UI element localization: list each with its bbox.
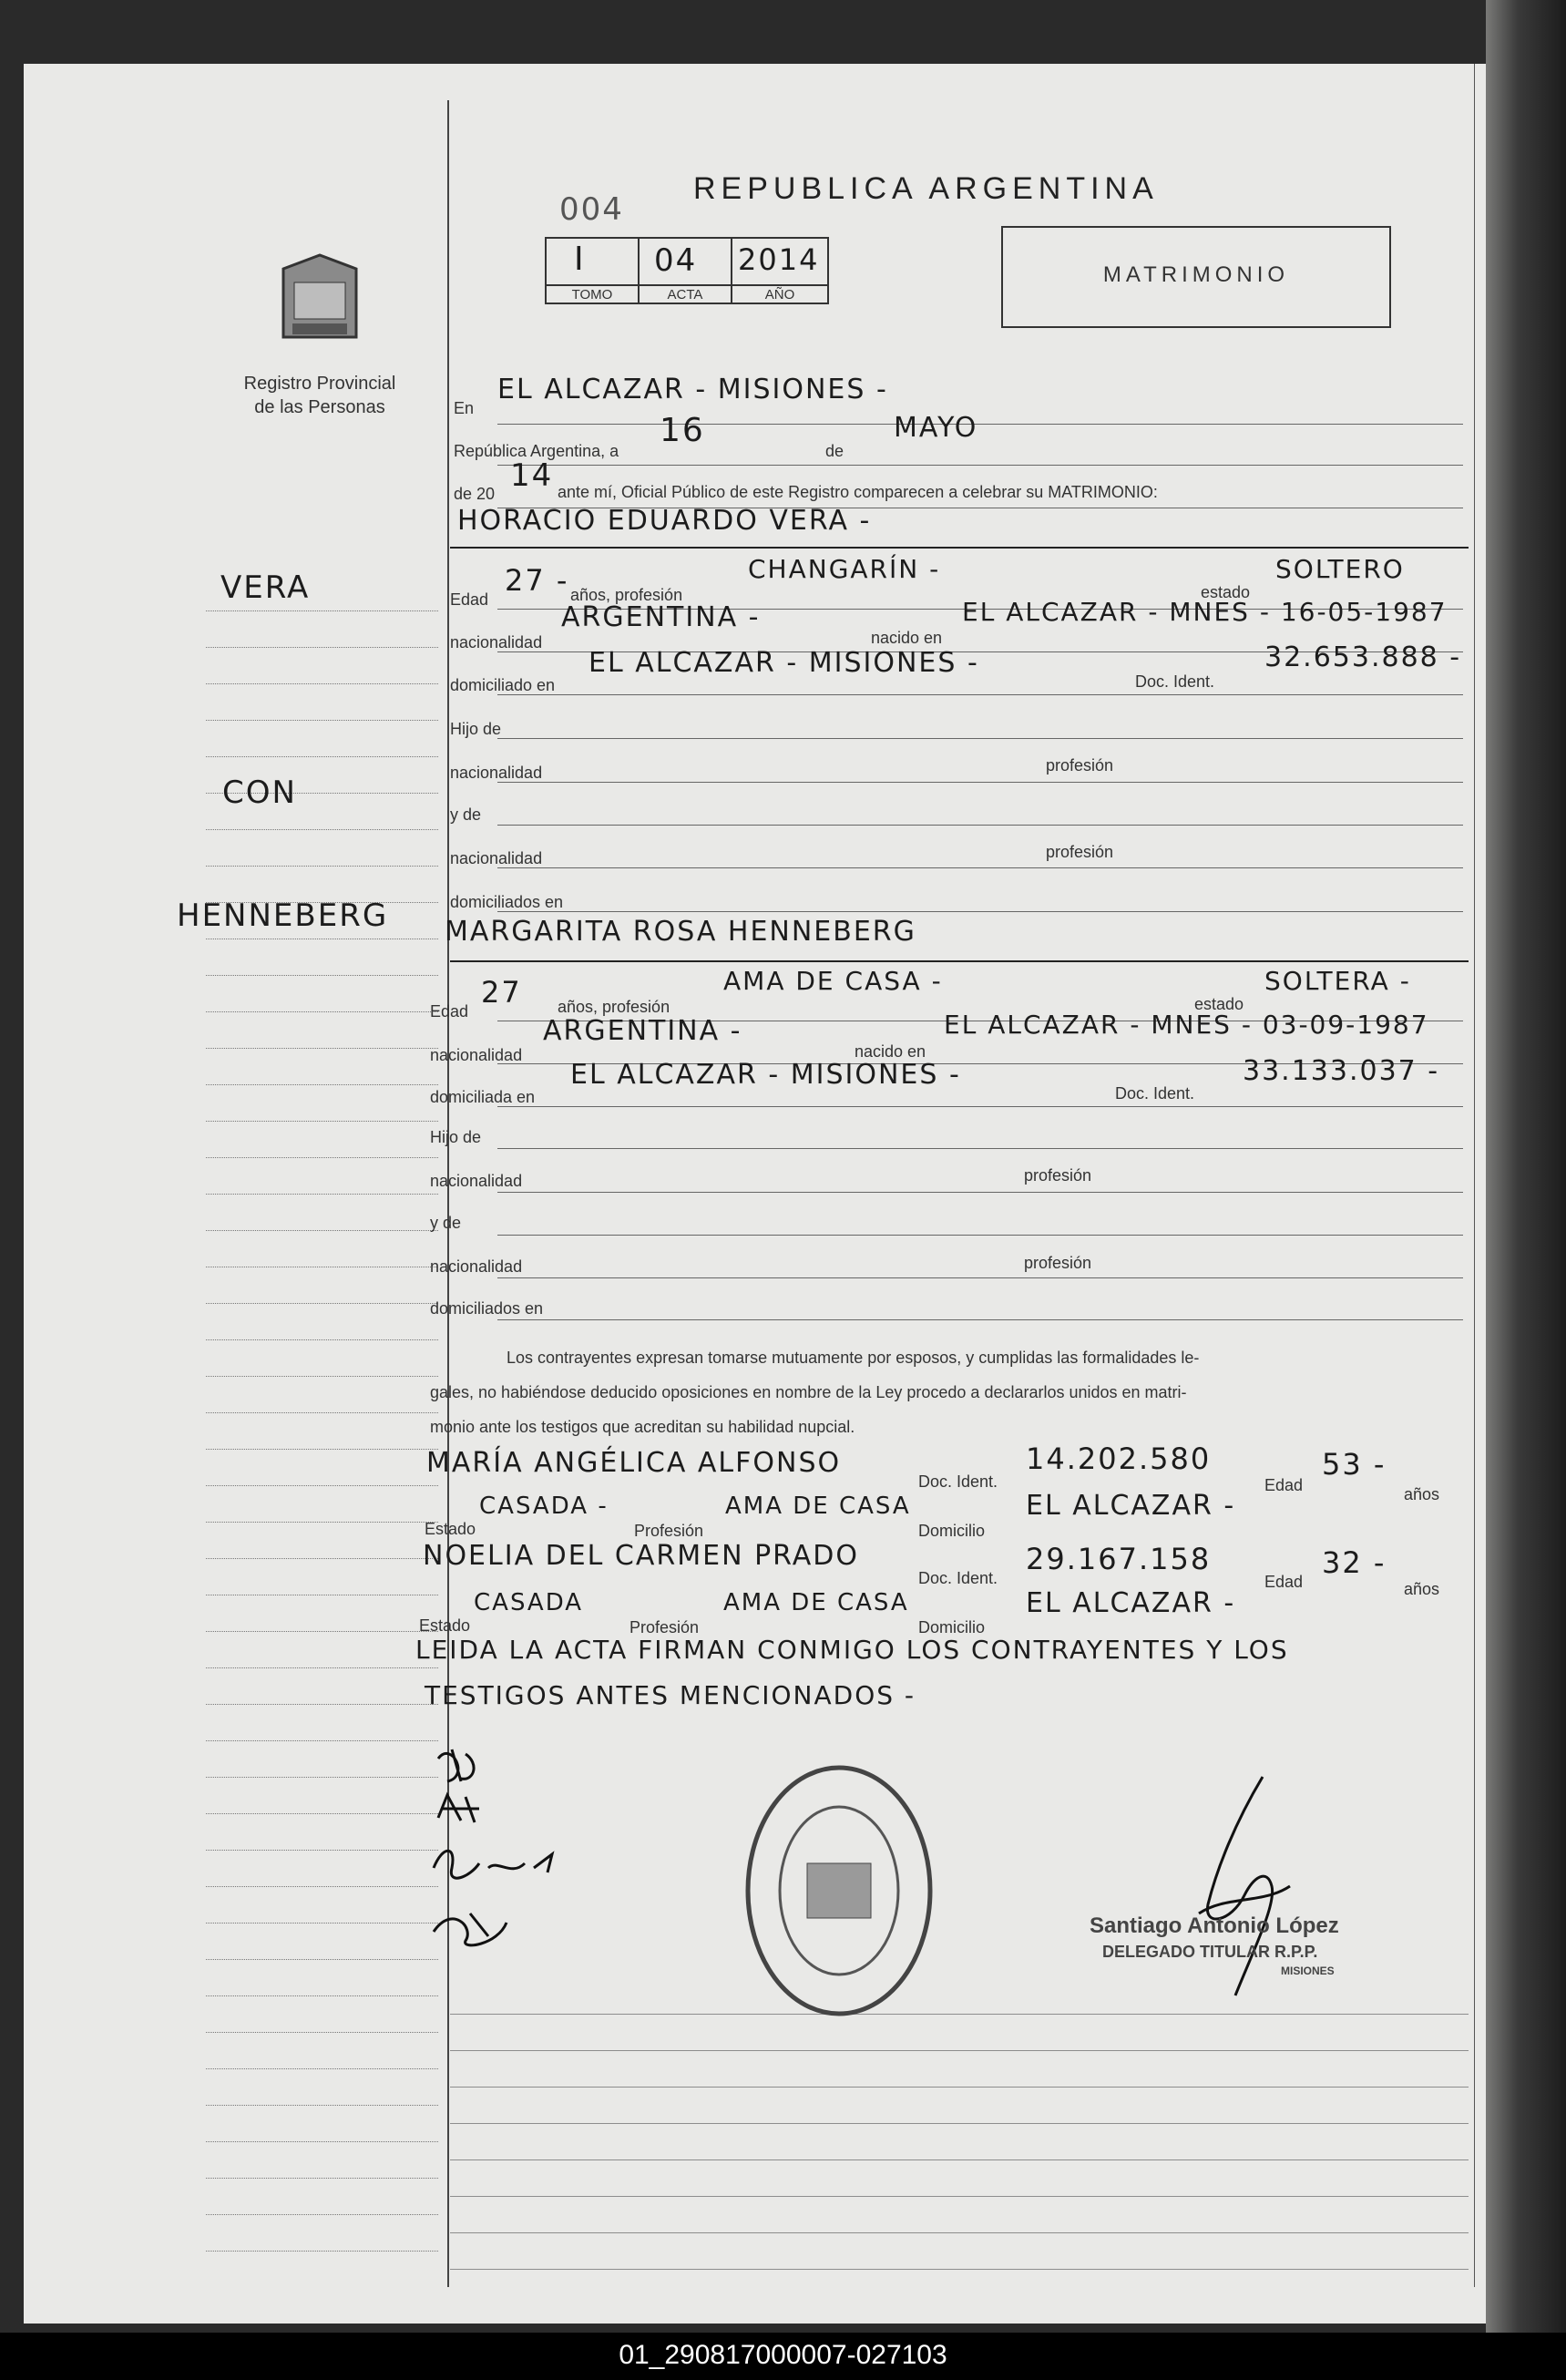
party-signatures-icon (425, 1740, 634, 1968)
groom-birth: EL ALCAZAR - MNES - 16-05-1987 (962, 597, 1448, 627)
margin-ruled-line (206, 1995, 438, 1996)
witness1-address: EL ALCAZAR - (1026, 1490, 1236, 1522)
bride-doc: 33.133.037 - (1243, 1055, 1440, 1087)
bride-name: MARGARITA ROSA HENNEBERG (445, 916, 916, 948)
bride-age: 27 (481, 975, 522, 1010)
groom-address: EL ALCAZAR - MISIONES - (589, 647, 979, 679)
groom-status: SOLTERO (1275, 554, 1405, 584)
groom-doms-label: domiciliados en (450, 893, 564, 911)
margin-ruled-line (206, 1667, 438, 1668)
margin-ruled-line (206, 756, 438, 757)
margin-ruled-line (206, 1157, 438, 1158)
witness1-doc: 14.202.580 (1026, 1441, 1212, 1476)
margin-ruled-line (206, 1048, 438, 1049)
official-round-stamp-icon (734, 1754, 944, 2027)
margin-ruled-line (206, 647, 438, 648)
republica-label: República Argentina, a (454, 442, 619, 460)
witness1-estado-label: Estado (425, 1520, 476, 1538)
groom-name: HORACIO EDUARDO VERA - (457, 505, 872, 537)
margin-ruled-line (206, 1121, 438, 1122)
margin-ruled-line (206, 1850, 438, 1851)
field-underline (497, 694, 1463, 695)
margin-ruled-line (206, 866, 438, 867)
groom-nac3-label: nacionalidad (450, 849, 543, 867)
margin-ruled-line (206, 2068, 438, 2069)
tomo-acta-anio-box (545, 237, 829, 304)
book-spine-edge (1486, 0, 1566, 2380)
field-underline (497, 867, 1463, 868)
margin-ruled-line (206, 1303, 438, 1304)
margin-ruled-line (206, 683, 438, 684)
margin-ruled-line (206, 2178, 438, 2179)
legal-line-1: Los contrayentes expresan tomarse mutuamente por esposos, y cumplidas las formalidades le- (507, 1349, 1200, 1367)
bride-doms-label: domiciliados en (430, 1299, 544, 1318)
margin-ruled-line (206, 1522, 438, 1523)
witness2-doc: 29.167.158 (1026, 1542, 1212, 1576)
witness2-profession: AMA DE CASA (723, 1589, 909, 1616)
margin-ruled-line (206, 610, 438, 611)
field-underline (497, 1192, 1463, 1193)
margin-ruled-line (206, 975, 438, 976)
groom-estado-label: estado (1201, 583, 1251, 601)
bride-prof2-label: profesión (1024, 1254, 1092, 1272)
margin-ruled-line (206, 1485, 438, 1486)
witness1-anos-label: años (1404, 1485, 1440, 1503)
bride-rule (450, 960, 1469, 962)
margin-ruled-line (206, 1631, 438, 1632)
acta-value: 04 (654, 242, 698, 279)
margin-ruled-line (206, 829, 438, 830)
main-ruled-line (450, 2232, 1469, 2233)
groom-doc-label: Doc. Ident. (1135, 672, 1215, 691)
bride-yde-label: y de (430, 1214, 462, 1232)
groom-prof2-label: profesión (1046, 843, 1114, 861)
margin-note-3: HENNEBERG (177, 898, 389, 934)
ceremony-day: 16 (660, 412, 705, 449)
witness2-estado-label: Estado (419, 1616, 471, 1635)
groom-nationality: ARGENTINA - (561, 601, 761, 633)
witness1-age: 53 - (1322, 1447, 1387, 1482)
legal-line-2: gales, no habiéndose deducido oposiciones en nombre de la Ley procedo a declararlos unidos en matri- (430, 1383, 1187, 1401)
groom-profession: CHANGARÍN - (748, 554, 941, 584)
field-underline (497, 1148, 1463, 1149)
acta-label: ACTA (667, 287, 703, 303)
field-underline (497, 424, 1463, 425)
margin-note-2: CON (222, 775, 297, 811)
witness2-name: NOELIA DEL CARMEN PRADO (423, 1540, 860, 1572)
tomo-label: TOMO (571, 287, 613, 303)
witness1-status: CASADA - (479, 1493, 609, 1520)
witness1-name: MARÍA ANGÉLICA ALFONSO (426, 1447, 842, 1479)
header-number: 004 (559, 191, 624, 228)
registry-line1: Registro Provincial (243, 374, 396, 394)
groom-nac-label: nacionalidad (450, 633, 543, 651)
bride-nationality: ARGENTINA - (543, 1015, 742, 1047)
main-ruled-line (450, 2087, 1469, 2088)
margin-ruled-line (206, 2251, 438, 2252)
witness2-address: EL ALCAZAR - (1026, 1587, 1236, 1619)
bride-edad-label: Edad (430, 1002, 469, 1021)
provincial-seal-icon (274, 251, 365, 351)
margin-ruled-line (206, 1959, 438, 1960)
closing-line-1: LEIDA LA ACTA FIRMAN CONMIGO LOS CONTRAYENTES Y LOS (415, 1635, 1289, 1665)
bride-anos-label: años, profesión (558, 998, 670, 1016)
witness1-doc-label: Doc. Ident. (918, 1472, 998, 1491)
groom-yde-label: y de (450, 805, 482, 824)
bride-nac3-label: nacionalidad (430, 1257, 523, 1276)
groom-edad-label: Edad (450, 590, 489, 609)
groom-prof-label: profesión (1046, 756, 1114, 775)
field-underline (497, 1106, 1463, 1107)
field-underline (497, 1235, 1463, 1236)
en-label: En (454, 399, 475, 417)
doc-type: MATRIMONIO (1102, 262, 1290, 287)
margin-ruled-line (206, 720, 438, 721)
document-code: 01_290817000007-027103 (619, 2340, 947, 2370)
margin-ruled-line (206, 1376, 438, 1377)
header-title: REPUBLICA ARGENTINA (693, 171, 1159, 206)
groom-anos-label: años, profesión (570, 586, 683, 604)
groom-age: 27 - (505, 563, 569, 598)
field-underline (497, 825, 1463, 826)
groom-rule (450, 547, 1469, 549)
field-underline (497, 738, 1463, 739)
groom-hijo-label: Hijo de (450, 720, 502, 738)
bride-prof-label: profesión (1024, 1166, 1092, 1185)
doc-type-box (1001, 226, 1391, 328)
witness2-status: CASADA (474, 1589, 584, 1616)
witness2-anos-label: años (1404, 1580, 1440, 1598)
margin-ruled-line (206, 1886, 438, 1887)
field-underline (497, 911, 1463, 912)
legal-line-3: monio ante los testigos que acreditan su habilidad nupcial. (430, 1418, 855, 1436)
groom-nacido-label: nacido en (871, 629, 943, 647)
main-ruled-line (450, 2159, 1469, 2160)
ceremony-place: EL ALCAZAR - MISIONES - (497, 374, 888, 405)
margin-ruled-line (206, 2141, 438, 2142)
bride-profession: AMA DE CASA - (723, 966, 943, 996)
main-ruled-line (450, 2014, 1469, 2015)
bride-nacido-label: nacido en (855, 1042, 926, 1061)
margin-ruled-line (206, 1339, 438, 1340)
witness1-dom-label: Domicilio (918, 1522, 986, 1540)
margin-ruled-line (206, 1449, 438, 1450)
margin-note-1: VERA (220, 569, 311, 606)
main-ruled-line (450, 2123, 1469, 2124)
margin-ruled-line (206, 1777, 438, 1778)
right-border (1474, 64, 1475, 2287)
bride-nac-label: nacionalidad (430, 1046, 523, 1064)
field-underline (497, 782, 1463, 783)
margin-ruled-line (206, 1558, 438, 1559)
witness2-edad-label: Edad (1264, 1573, 1304, 1591)
official-province: MISIONES (1281, 1965, 1335, 1977)
field-underline (497, 465, 1463, 466)
bride-status: SOLTERA - (1264, 966, 1411, 996)
field-underline (497, 1277, 1463, 1278)
bride-dom-label: domiciliada en (430, 1088, 536, 1106)
margin-ruled-line (206, 1230, 438, 1231)
official-title: DELEGADO TITULAR R.P.P. (1102, 1943, 1318, 1961)
witness1-profession: AMA DE CASA (725, 1493, 911, 1520)
groom-doc: 32.653.888 - (1264, 641, 1462, 673)
witness2-age: 32 - (1322, 1545, 1387, 1580)
de20-label: de 20 (454, 485, 496, 503)
bride-address: EL ALCAZAR - MISIONES - (570, 1059, 961, 1091)
witness1-prof-label: Profesión (634, 1522, 704, 1540)
main-ruled-line (450, 2050, 1469, 2051)
witness2-doc-label: Doc. Ident. (918, 1569, 998, 1587)
margin-ruled-line (206, 1704, 438, 1705)
anio-value: 2014 (738, 242, 820, 277)
bride-nac2-label: nacionalidad (430, 1172, 523, 1190)
main-ruled-line (450, 2269, 1469, 2270)
registry-line2: de las Personas (254, 397, 385, 417)
bride-hijo-label: Hijo de (430, 1128, 482, 1146)
tomo-value: I (574, 241, 586, 278)
ceremony-year: 14 (510, 457, 554, 494)
document-page (24, 64, 1486, 2324)
footer-bar (0, 2333, 1566, 2380)
bride-doc-label: Doc. Ident. (1115, 1084, 1195, 1103)
witness2-dom-label: Domicilio (918, 1618, 986, 1636)
margin-ruled-line (206, 1011, 438, 1012)
groom-dom-label: domiciliado en (450, 676, 556, 694)
margin-ruled-line (206, 1194, 438, 1195)
ceremony-month: MAYO (894, 412, 978, 444)
intro-sentence: ante mí, Oficial Público de este Registro comparecen a celebrar su MATRIMONIO: (558, 483, 1158, 501)
margin-ruled-line (206, 2105, 438, 2106)
anio-label: AÑO (764, 287, 795, 303)
closing-line-2: TESTIGOS ANTES MENCIONADOS - (425, 1680, 916, 1710)
margin-ruled-line (206, 1084, 438, 1085)
margin-ruled-line (206, 1412, 438, 1413)
margin-ruled-line (206, 2214, 438, 2215)
field-underline (497, 1319, 1463, 1320)
margin-ruled-line (206, 2032, 438, 2033)
witness2-prof-label: Profesión (629, 1618, 700, 1636)
groom-nac2-label: nacionalidad (450, 764, 543, 782)
witness1-edad-label: Edad (1264, 1476, 1304, 1494)
official-name: Santiago Antonio López (1090, 1913, 1339, 1938)
bride-birth: EL ALCAZAR - MNES - 03-09-1987 (944, 1010, 1429, 1040)
margin-ruled-line (206, 1740, 438, 1741)
main-ruled-line (450, 2196, 1469, 2197)
margin-ruled-line (206, 1813, 438, 1814)
de-label: de (825, 442, 844, 460)
bride-estado-label: estado (1194, 995, 1244, 1013)
